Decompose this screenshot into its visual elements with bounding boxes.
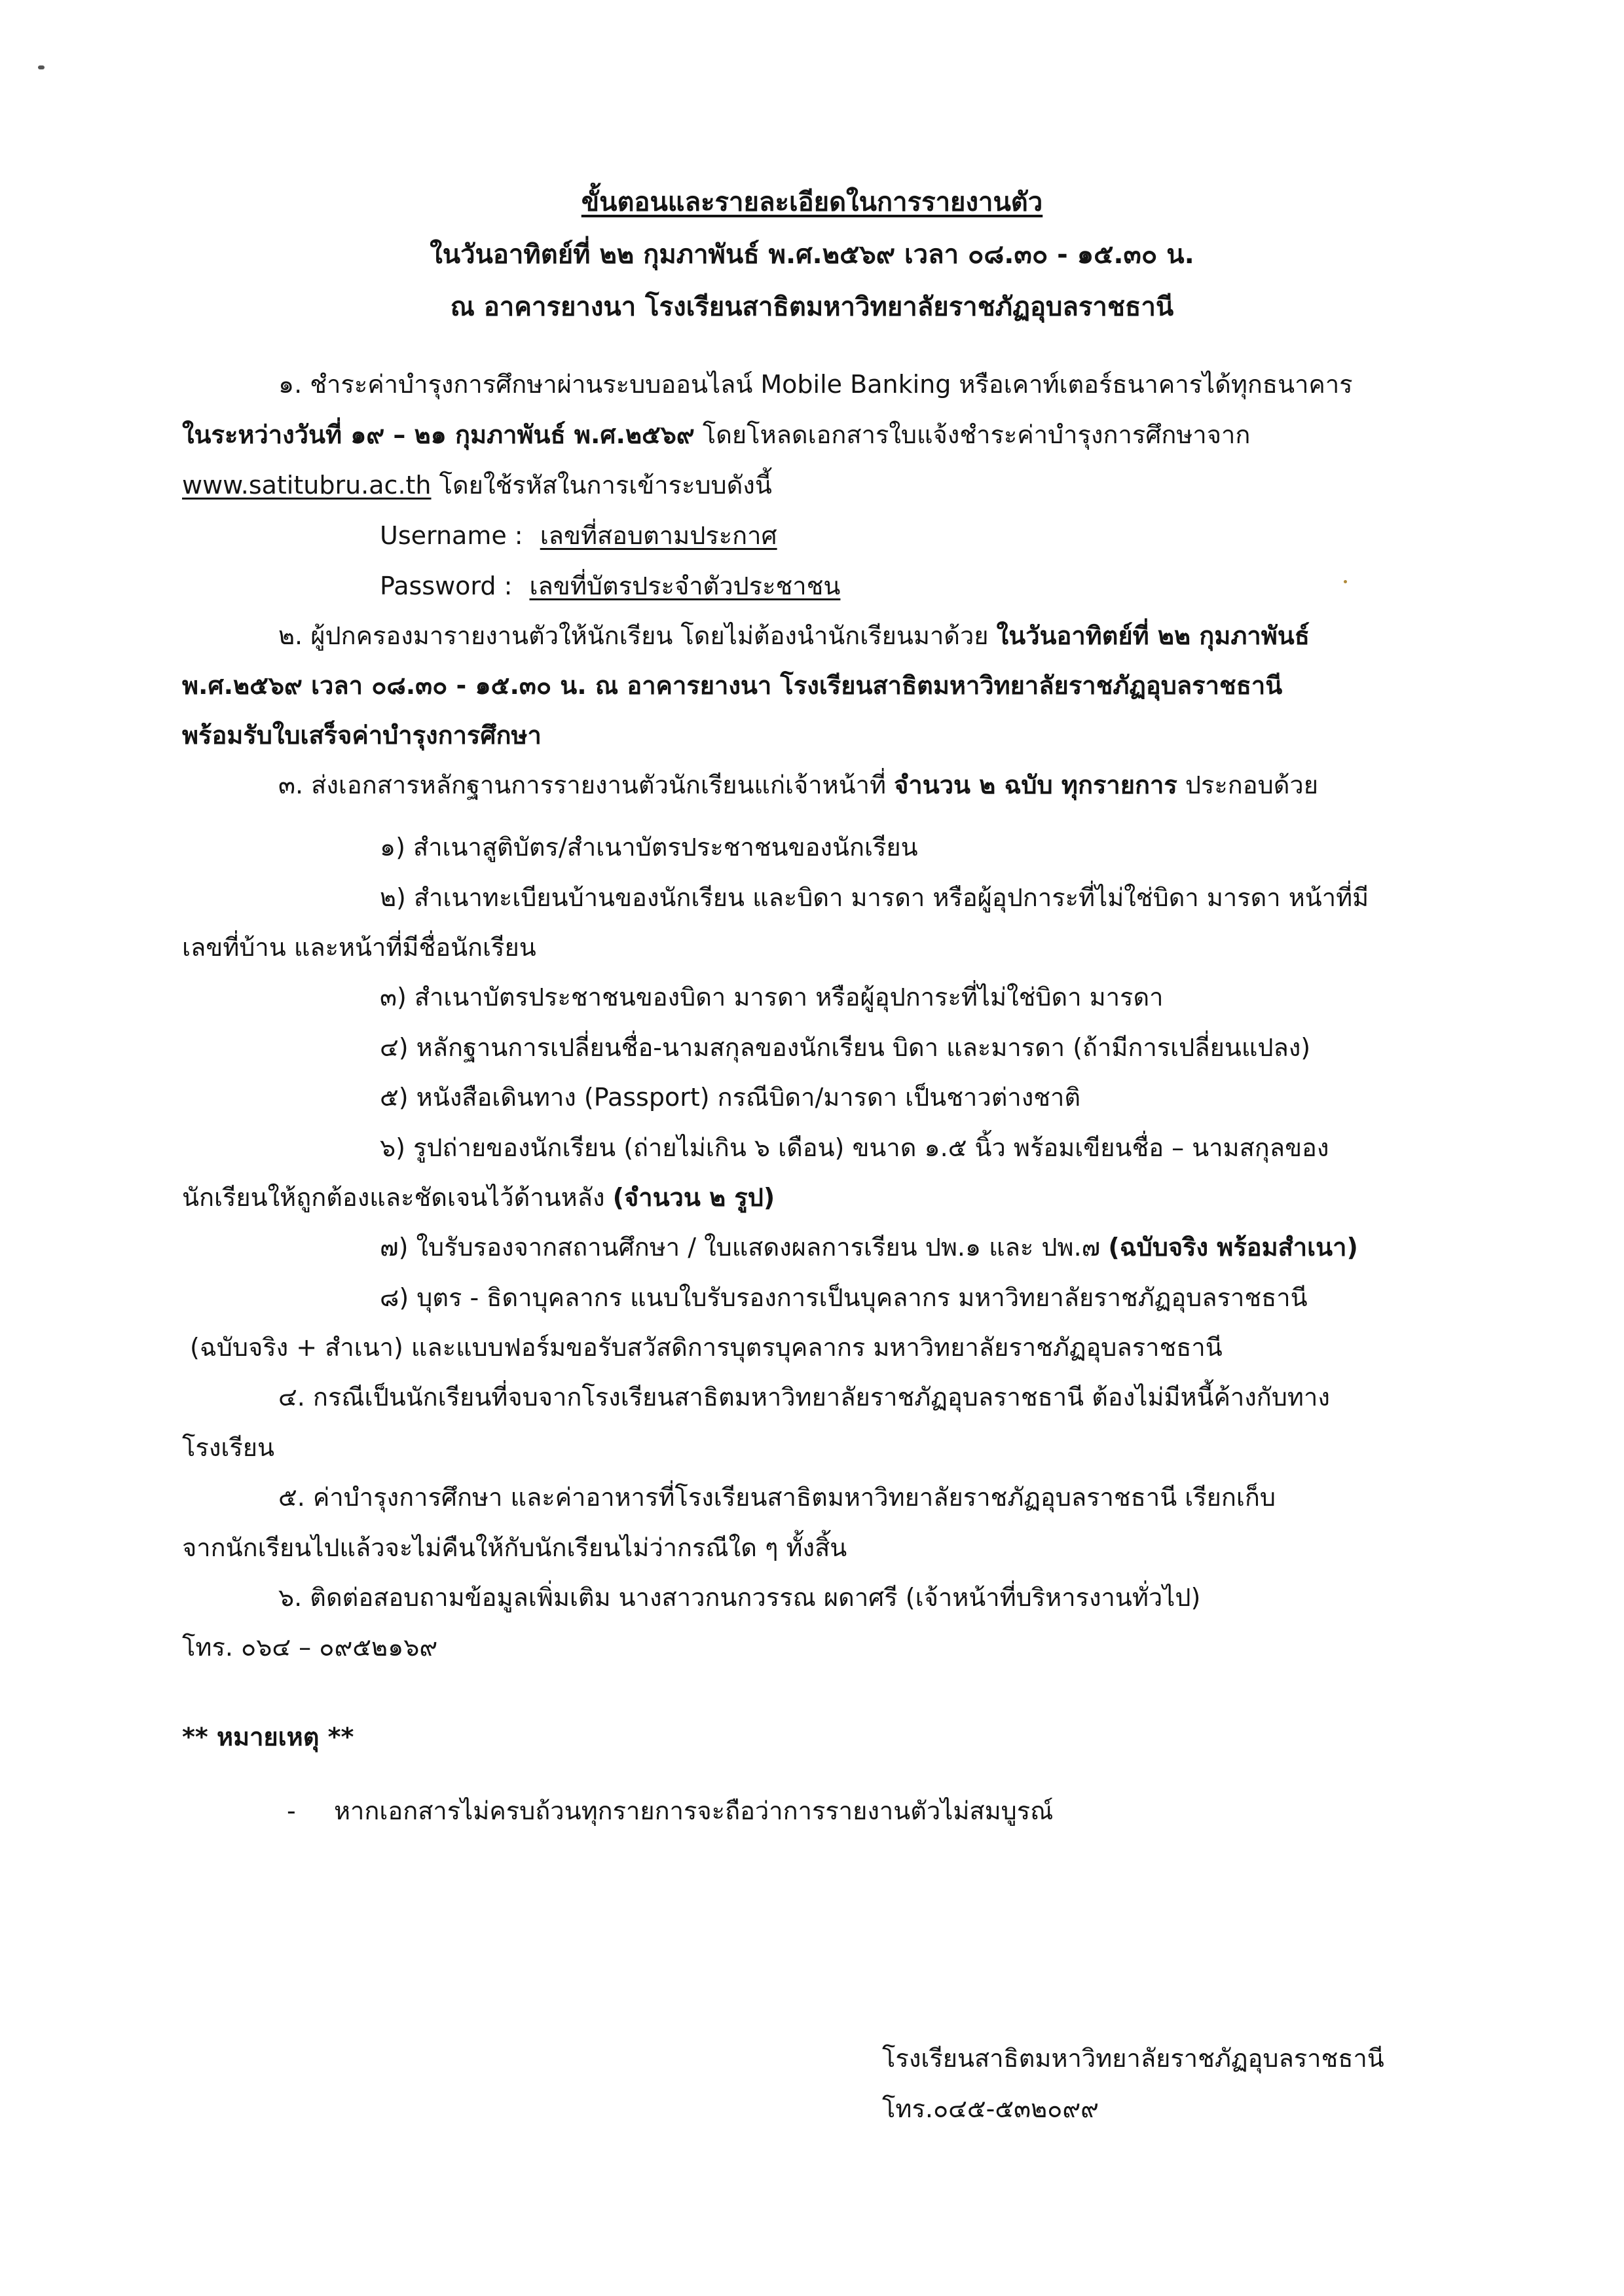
item3-sub7 bbox=[380, 1228, 1358, 1266]
item3-sub1: ๑) สำเนาสูติบัตร/สำเนาบัตรประชาชนของนักเรียน bbox=[380, 833, 918, 862]
note-text: หากเอกสารไม่ครบถ้วนทุกรายการจะถือว่าการรายงานตัวไม่สมบูรณ์ bbox=[334, 1796, 1054, 1825]
item3-sub6-line1: ๖) รูปถ่ายของนักเรียน (ถ่ายไม่เกิน ๖ เดือน) ขนาด ๑.๕ นิ้ว พร้อมเขียนชื่อ – นามสกุลของ bbox=[380, 1133, 1329, 1162]
item2-line1 bbox=[278, 617, 1310, 655]
item5-line1: ๕. ค่าบำรุงการศึกษา และค่าอาหารที่โรงเรียนสาธิตมหาวิทยาลัยราชภัฏอุบลราชธานี เรียกเก็บ bbox=[278, 1483, 1276, 1512]
password-row bbox=[380, 567, 840, 605]
document-subtitle-place: ณ อาคารยางนา โรงเรียนสาธิตมหาวิทยาลัยราชภัฏอุบลราชธานี bbox=[450, 292, 1174, 322]
item3-sub6-line2 bbox=[182, 1178, 775, 1216]
username-row bbox=[380, 517, 777, 555]
password-value: เลขที่บัตรประจำตัวประชาชน bbox=[529, 572, 841, 600]
item4-line2: โรงเรียน bbox=[182, 1433, 275, 1462]
item2-line1-plain: ๒. ผู้ปกครองมารายงานตัวให้นักเรียน โดยไม่ต้องนำนักเรียนมาด้วย bbox=[278, 621, 997, 650]
item3-intro-bold: จำนวน ๒ ฉบับ ทุกรายการ bbox=[894, 771, 1177, 799]
item3-sub8-line2: (ฉบับจริง + สำเนา) และแบบฟอร์มขอรับสวัสดิการบุตรบุคลากร มหาวิทยาลัยราชภัฏอุบลราชธานี bbox=[190, 1333, 1223, 1362]
item3-sub6-line2-plain: นักเรียนให้ถูกต้องและชัดเจนไว้ด้านหลัง bbox=[182, 1183, 613, 1212]
item1-payment-period: ในระหว่างวันที่ ๑๙ – ๒๑ กุมภาพันธ์ พ.ศ.๒๕๖๙ bbox=[182, 420, 695, 449]
username-label: Username : bbox=[380, 521, 523, 550]
signature-phone: โทร.๐๔๕-๕๓๒๐๙๙ bbox=[882, 2094, 1099, 2123]
item3-sub6-photo-count: (จำนวน ๒ รูป) bbox=[612, 1183, 775, 1212]
item3-intro bbox=[278, 766, 1318, 804]
item6-line2: โทร. ๐๖๔ – ๐๙๕๒๑๖๙ bbox=[182, 1633, 438, 1662]
item6-line1: ๖. ติดต่อสอบถามข้อมูลเพิ่มเติม นางสาวกนกวรรณ ผดาศรี (เจ้าหน้าที่บริหารงานทั่วไป) bbox=[278, 1583, 1201, 1612]
item2-line2: พ.ศ.๒๕๖๙ เวลา ๐๘.๓๐ - ๑๕.๓๐ น. ณ อาคารยางนา โรงเรียนสาธิตมหาวิทยาลัยราชภัฏอุบลราชธานี bbox=[182, 671, 1283, 700]
note-heading: ** หมายเหตุ ** bbox=[182, 1722, 354, 1751]
item3-sub4: ๔) หลักฐานการเปลี่ยนชื่อ-นามสกุลของนักเรียน บิดา และมารดา (ถ้ามีการเปลี่ยนแปลง) bbox=[380, 1033, 1311, 1062]
item3-intro-plain: ๓. ส่งเอกสารหลักฐานการรายงานตัวนักเรียนแก่เจ้าหน้าที่ bbox=[278, 771, 895, 799]
item3-sub5: ๕) หนังสือเดินทาง (Passport) กรณีบิดา/มารดา เป็นชาวต่างชาติ bbox=[380, 1083, 1081, 1112]
item2-line1-bold: ในวันอาทิตย์ที่ ๒๒ กุมภาพันธ์ bbox=[996, 621, 1310, 650]
item3-sub2-line2: เลขที่บ้าน และหน้าที่มีชื่อนักเรียน bbox=[182, 933, 536, 962]
item3-sub3: ๓) สำเนาบัตรประชาชนของบิดา มารดา หรือผู้อุปการะที่ไม่ใช่บิดา มารดา bbox=[380, 983, 1164, 1011]
document-title: ขั้นตอนและรายละเอียดในการรายงานตัว bbox=[581, 187, 1043, 217]
item4-line1: ๔. กรณีเป็นนักเรียนที่จบจากโรงเรียนสาธิตมหาวิทยาลัยราชภัฏอุบลราชธานี ต้องไม่มีหนี้ค้างกับทาง bbox=[278, 1383, 1330, 1412]
item1-line3 bbox=[182, 466, 772, 504]
item3-sub7-plain: ๗) ใบรับรองจากสถานศึกษา / ใบแสดงผลการเรียน ปพ.๑ และ ปพ.๗ bbox=[380, 1233, 1109, 1262]
scan-speck bbox=[38, 65, 45, 69]
item1-line2 bbox=[182, 416, 1250, 454]
item5-line2: จากนักเรียนไปแล้วจะไม่คืนให้กับนักเรียนไม่ว่ากรณีใด ๆ ทั้งสิ้น bbox=[182, 1533, 847, 1562]
item1-line1: ๑. ชำระค่าบำรุงการศึกษาผ่านระบบออนไลน์ Mobile Banking หรือเคาท์เตอร์ธนาคารได้ทุกธนาคาร bbox=[278, 370, 1353, 399]
item1-line2-rest: โดยโหลดเอกสารใบแจ้งชำระค่าบำรุงการศึกษาจาก bbox=[694, 420, 1251, 449]
document-subtitle-date: ในวันอาทิตย์ที่ ๒๒ กุมภาพันธ์ พ.ศ.๒๕๖๙ เวลา ๐๘.๓๐ - ๑๕.๓๐ น. bbox=[430, 240, 1194, 270]
password-label: Password : bbox=[380, 572, 513, 600]
username-value: เลขที่สอบตามประกาศ bbox=[540, 521, 777, 550]
item3-sub2-line1: ๒) สำเนาทะเบียนบ้านของนักเรียน และบิดา มารดา หรือผู้อุปการะที่ไม่ใช่บิดา มารดา หน้าที่มี bbox=[380, 883, 1369, 912]
website-link[interactable]: www.satitubru.ac.th bbox=[182, 471, 432, 500]
item2-line3: พร้อมรับใบเสร็จค่าบำรุงการศึกษา bbox=[182, 721, 542, 750]
item3-sub8-line1: ๘) บุตร - ธิดาบุคลากร แนบใบรับรองการเป็นบุคลากร มหาวิทยาลัยราชภัฏอุบลราชธานี bbox=[380, 1283, 1308, 1312]
item3-intro-end: ประกอบด้วย bbox=[1177, 771, 1318, 799]
scan-mark bbox=[1344, 580, 1347, 583]
note-bullet: - bbox=[287, 1796, 296, 1825]
item1-line3-rest: โดยใช้รหัสในการเข้าระบบดังนี้ bbox=[431, 471, 772, 500]
item3-sub7-bold: (ฉบับจริง พร้อมสำเนา) bbox=[1108, 1233, 1358, 1262]
signature-org: โรงเรียนสาธิตมหาวิทยาลัยราชภัฏอุบลราชธานี bbox=[882, 2044, 1384, 2073]
